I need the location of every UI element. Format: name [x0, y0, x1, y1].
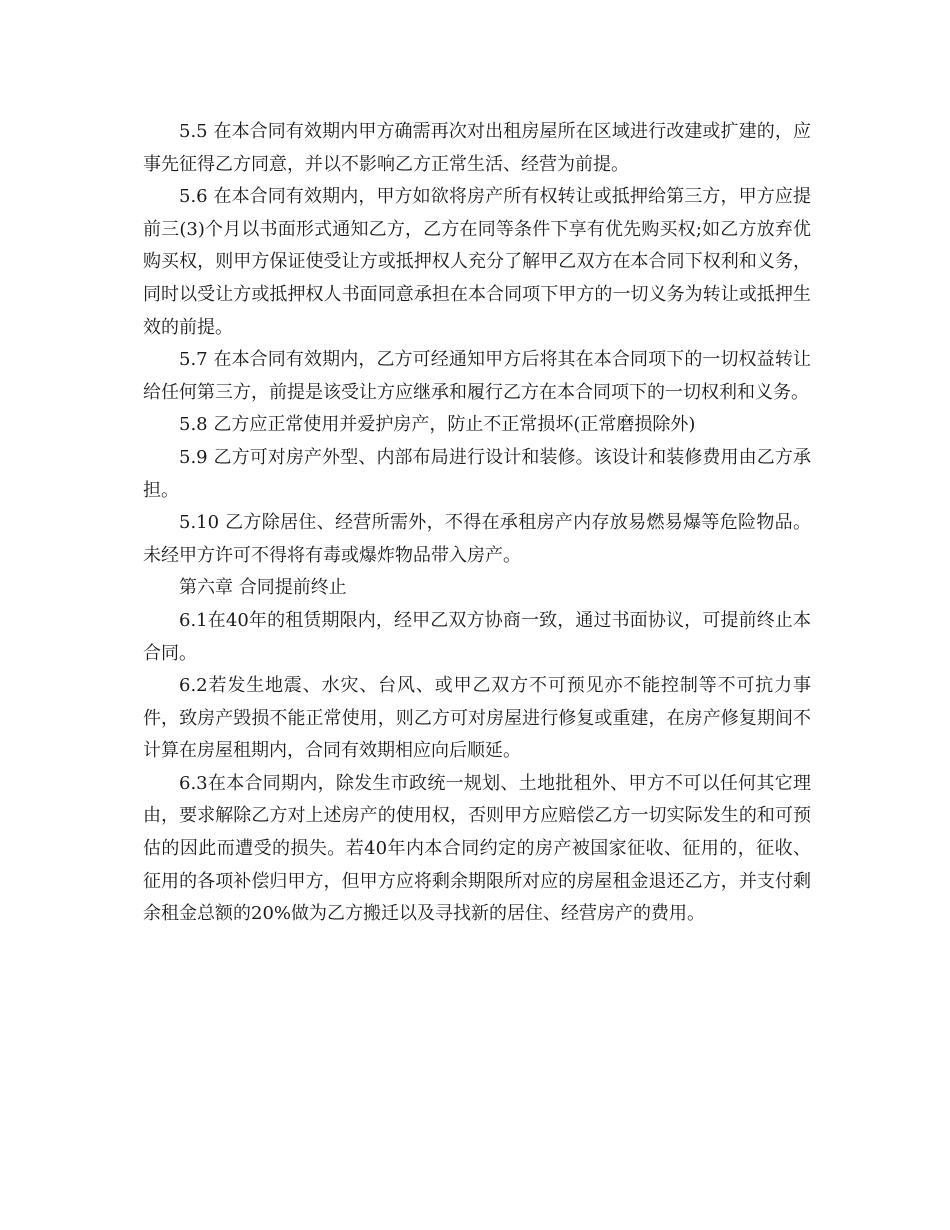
document-body [143, 116, 811, 931]
clause-6-3: 6.3在本合同期内，除发生市政统一规划、土地批租外、甲方不可以任何其它理由，要求解除乙方对上述房产的使用权，否则甲方应赔偿乙方一切实际发生的和可预估的因此而遭受的损失。若40年内本合同约定的房产被国家征收、征用的，征收、征用的各项补偿归甲方，但甲方应将剩余期限所对应的房屋租金退还乙方，并支付剩余租金总额的20%做为乙方搬迁以及寻找新的居住、经营房产的费用。 [143, 772, 811, 925]
clause-5-6: 5.6 在本合同有效期内，甲方如欲将房产所有权转让或抵押给第三方，甲方应提前三(3)个月以书面形式通知乙方，乙方在同等条件下享有优先购买权;如乙方放弃优购买权，则甲方保证使受让方或抵押权人充分了解甲乙双方在本合同下权利和义务，同时以受让方或抵押权人书面同意承担在本合同项下甲方的一切义务为转让或抵押生效的前提。 [143, 186, 811, 338]
clause-5-5: 5.5 在本合同有效期内甲方确需再次对出租房屋所在区域进行改建或扩建的，应事先征得乙方同意，并以不影响乙方正常生活、经营为前提。 [143, 121, 811, 175]
clause-6-1: 6.1在40年的租赁期限内，经甲乙双方协商一致，通过书面协议，可提前终止本合同。 [143, 609, 811, 664]
clause-6-2: 6.2若发生地震、水灾、台风、或甲乙双方不可预见亦不能控制等不可抗力事件，致房产毁损不能正常使用，则乙方可对房屋进行修复或重建，在房产修复期间不计算在房屋租期内，合同有效期相应向后顺延。 [143, 675, 811, 762]
clause-5-7: 5.7 在本合同有效期内，乙方可经通知甲方后将其在本合同项下的一切权益转让给任何第三方，前提是该受让方应继承和履行乙方在本合同项下的一切权利和义务。 [143, 349, 811, 403]
clause-5-9: 5.9 乙方可对房产外型、内部布局进行设计和装修。该设计和装修费用由乙方承担。 [143, 446, 811, 501]
clause-5-8: 5.8 乙方应正常使用并爱护房产，防止不正常损坏(正常磨损除外) [179, 414, 696, 436]
chapter-6-heading: 第六章 合同提前终止 [179, 577, 347, 599]
clause-5-10: 5.10 乙方除居住、经营所需外，不得在承租房产内存放易燃易爆等危险物品。未经甲方许可不得将有毒或爆炸物品带入房产。 [143, 512, 811, 566]
